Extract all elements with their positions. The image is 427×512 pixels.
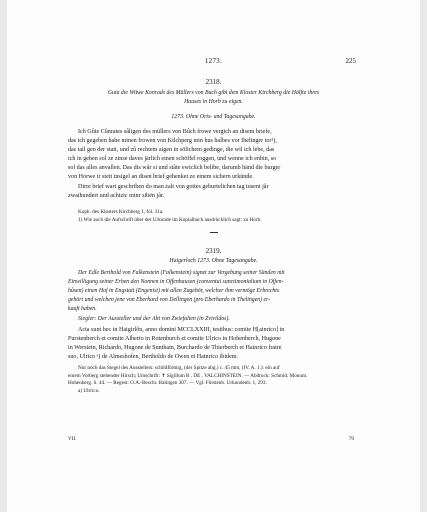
note-line: einem Vorberg stehender Hirsch; Umschrift: ✝ Sigillum B . DE . VALCHINSTEIN. — Abdruck: Schmid, Monum. (68, 372, 308, 379)
page-number: 225 (345, 57, 356, 65)
regest-line: Guta die Witwe Konrads des Müllers von Buch gibt dem Kloster Kirchberg die Hälfte ihres (107, 90, 320, 96)
text-line: Furstenberch et comite Alberto in Rotenburch et comite Ulrico in Hohenberch, Hugone (68, 336, 281, 343)
regest-line: Einwilligung seiner Erben den Nonnen in Offenhausen (conventui sanctimonialium in Offen- (68, 279, 284, 286)
text-line: suo, Ulrico ᵃ) de Almeshofen, Bertholdo de Owen et Hainrico ibidem. (68, 354, 239, 361)
text-line: in Werstein, Richardo, Hugone de Sunthain, Burchardo de Thierberch et Hainrico fratre (68, 345, 282, 352)
note-line: 1) Wie auch die Aufschrift über der Urkunde im Kopialbuch ausdrücklich sagt: zu Horb. (78, 216, 262, 223)
document-number-2319: 2319. (205, 247, 222, 255)
text-2319 (68, 326, 366, 362)
notes-2319 (68, 365, 366, 395)
document-number-2318: 2318. (205, 78, 222, 86)
regest-line: kauft haben. (68, 306, 97, 313)
section-divider (210, 232, 218, 233)
regest-line: hûsen) einen Hof in Engstatt (Engenist) mit allen Zugehör, welcher ihm vermöge Erbrechts (68, 288, 280, 295)
text-line: Dirre brief wart geschriben do man zalt von gottes geburtelichen tag tusent jâr (78, 183, 269, 190)
text-2318 (68, 128, 366, 201)
document-page (7, 0, 420, 512)
text-line: von Horwe ir stett insigel an disen brief gehenket ze einem sichern urkünde. (68, 174, 254, 181)
note-line: Kopb. des Klosters Kirchberg 1, fol. 31a. (78, 209, 164, 215)
notes-2318 (68, 209, 366, 224)
siegler-2319: Siegler: Der Aussteller und der Abt von Zwiefalten (in Zvivildos). (78, 316, 230, 322)
text-line: ich in geben sol ze zinse daves järlich einen schöffel roggen, und wenne ich enbin, so (68, 156, 277, 163)
text-line: das tail gen der statt, und zû rechtem aigen in sölichem gedinge, die wil ich lebe, das (68, 147, 275, 154)
note-line: Nur noch das Siegel des Ausstellers: schildförmig, (der Spitze abg.) c. 45 mm, (IV. A. 1.): ein auf (78, 365, 280, 371)
regest-line: Der Edle Berthold von Falkenstein (Falkenstein) signet zur Vergebung seiner Sünden mit (78, 270, 285, 276)
sheet-mark: 79 (348, 436, 354, 442)
date-line-2318: 1273. Ohne Orts- und Tagesangabe. (171, 114, 256, 120)
text-line: sol das alles anvallen. Das dis wâr si und stâte ewiclich belibe, darumb händ die burger (68, 165, 281, 172)
note-line: Hohenberg. S. 44. — Regest: O.A.-Beschr. Balingen 307. — Vgl. Fürstenb. Urkundenb. 1, 293. (68, 380, 267, 386)
place-date-2319: Haigerloch 1273. Ohne Tagesangabe. (169, 258, 258, 264)
regest-line: Hauses in Horb zu eigen. (184, 98, 243, 105)
text-line: Ich Gûte Cûnrates sâligen des müllers von Bûch frowe vergich an disem briefe, (78, 129, 272, 135)
regest-2319 (68, 269, 366, 314)
regest-line: gehört und welchen jene von Eberhard von Dellingen (pro Eberhardo in Thelingen) er- (68, 297, 271, 304)
text-line: Acta sunt hec in Haigirlôn, anno domini MCCLXXIII, testibus: comite H[ainrico] in (78, 327, 285, 333)
text-line: das ich gegeben habe minen frowen von Kilchperg min hus halbes vor Ihelinger tor¹), (68, 138, 277, 145)
volume-mark: VII. (68, 436, 77, 442)
running-header-year: 1273. (204, 57, 223, 65)
note-line: a) Ulrrico. (78, 387, 100, 394)
regest-2318 (7, 89, 420, 106)
text-line: zwaihundert und achtzic minr sibën jâr. (68, 192, 165, 199)
